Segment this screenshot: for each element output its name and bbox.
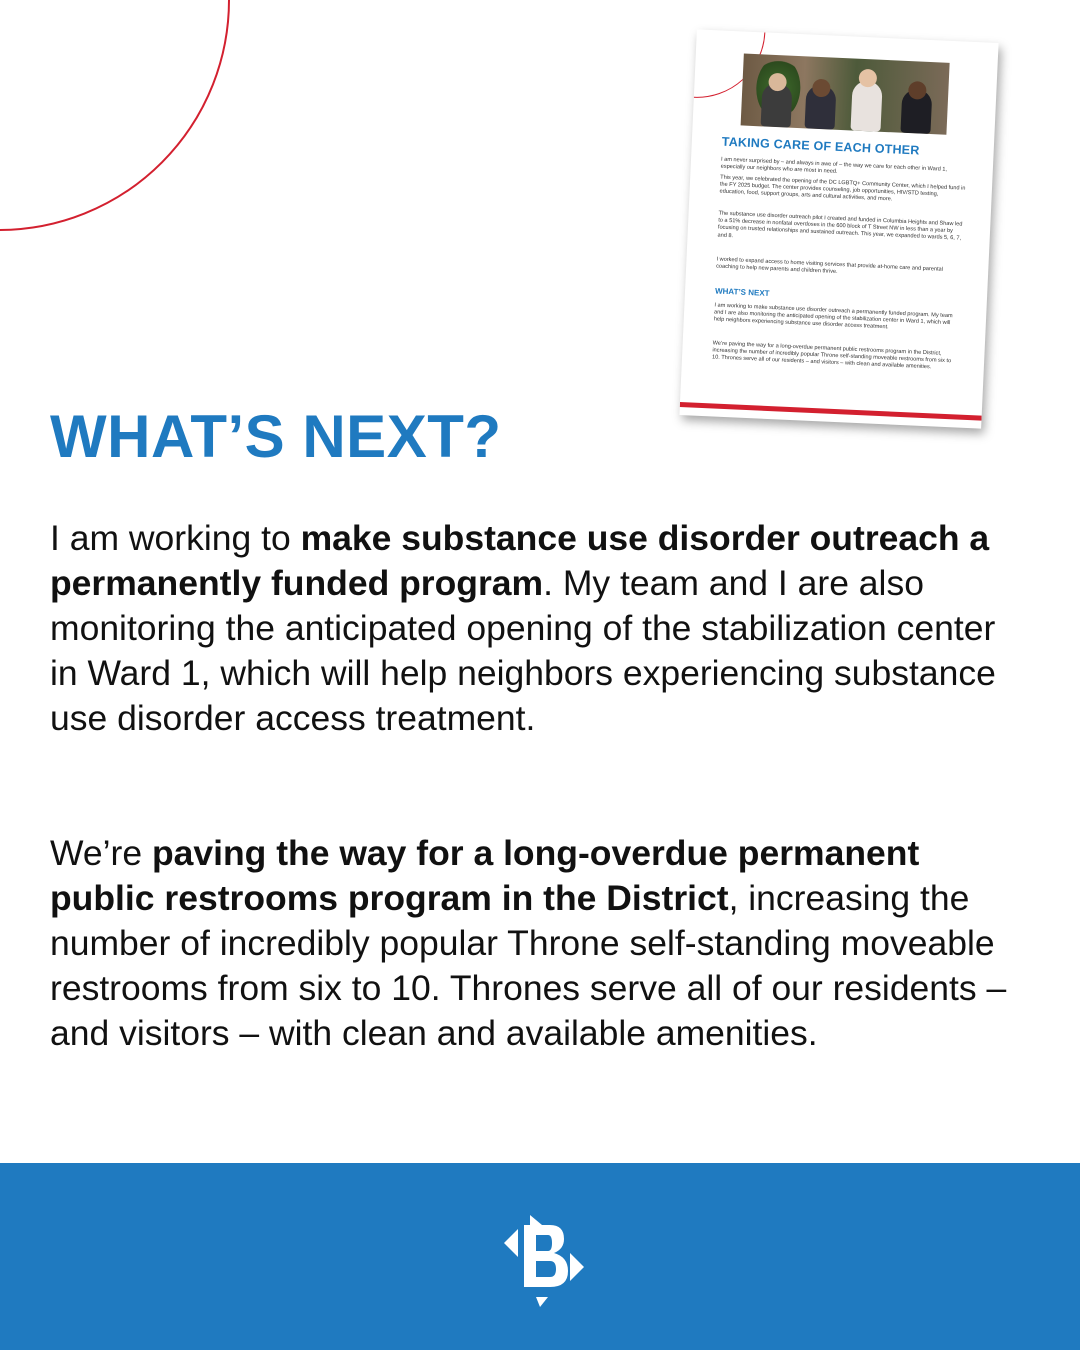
document-red-bar: [680, 402, 982, 421]
paragraph-public-restrooms: We’re paving the way for a long-overdue permanent public restrooms program in the District, increasing the number of incredibly popular Throne self-standing moveable restrooms from six to 10. Thrones serve all of our residents – and visitors – with clean and available amenities.: [50, 833, 1007, 1053]
document-paragraph: This year, we celebrated the opening of the DC LGBTQ+ Community Center, which I helped fund in the FY 2025 budget. The center provides counseling, job opportunities, HIV/STD testing, education, food, support groups, arts and cultural activities, and more.: [719, 174, 966, 203]
document-preview: [679, 29, 998, 428]
document-subheading: WHAT’S NEXT: [714, 286, 770, 298]
document-paragraph: I am working to make substance use disorder outreach a permanently funded program. My team and I are also monitoring the anticipated opening of the stabilization center in Ward 1, which will help neighbors experiencing substance use disorder access treatment.: [713, 302, 953, 331]
paragraph-substance-outreach: I am working to make substance use disorder outreach a permanently funded program. My team and I are also monitoring the anticipated opening of the stabilization center in Ward 1, which will help neighbors experiencing substance use disorder access treatment.: [50, 518, 996, 738]
document-paragraph: I am never surprised by – and always in awe of – the way we care for each other in Ward 1, especially our neighbors who are most in need.: [720, 156, 948, 176]
brand-b-logo-icon: [500, 1213, 586, 1313]
decorative-red-arc: [0, 0, 260, 260]
document-photo: [741, 54, 950, 135]
document-paragraph: I worked to expand access to home visiting services that provide at-home care and parental coaching to help new parents and children thrive.: [716, 256, 944, 276]
document-paragraph: The substance use disorder outreach pilot I created and funded in Columbia Heights and Shaw led to a 51% decrease in nonfatal overdoses in the 600 block of T Street NW in less than a year by focusing on trusted relationships and sustained outreach. This year, we expanded to wards 5, 6, 7, and 8.: [717, 210, 963, 242]
document-title: TAKING CARE OF EACH OTHER: [721, 134, 920, 158]
page-title: WHAT’S NEXT?: [50, 403, 502, 470]
document-paragraph: We’re paving the way for a long-overdue permanent public restrooms program in the District, increasing the number of incredibly popular Throne self-standing moveable restrooms from six to 10. Thrones serve all of our residents – and visitors – with clean and available amenities.: [711, 340, 952, 371]
